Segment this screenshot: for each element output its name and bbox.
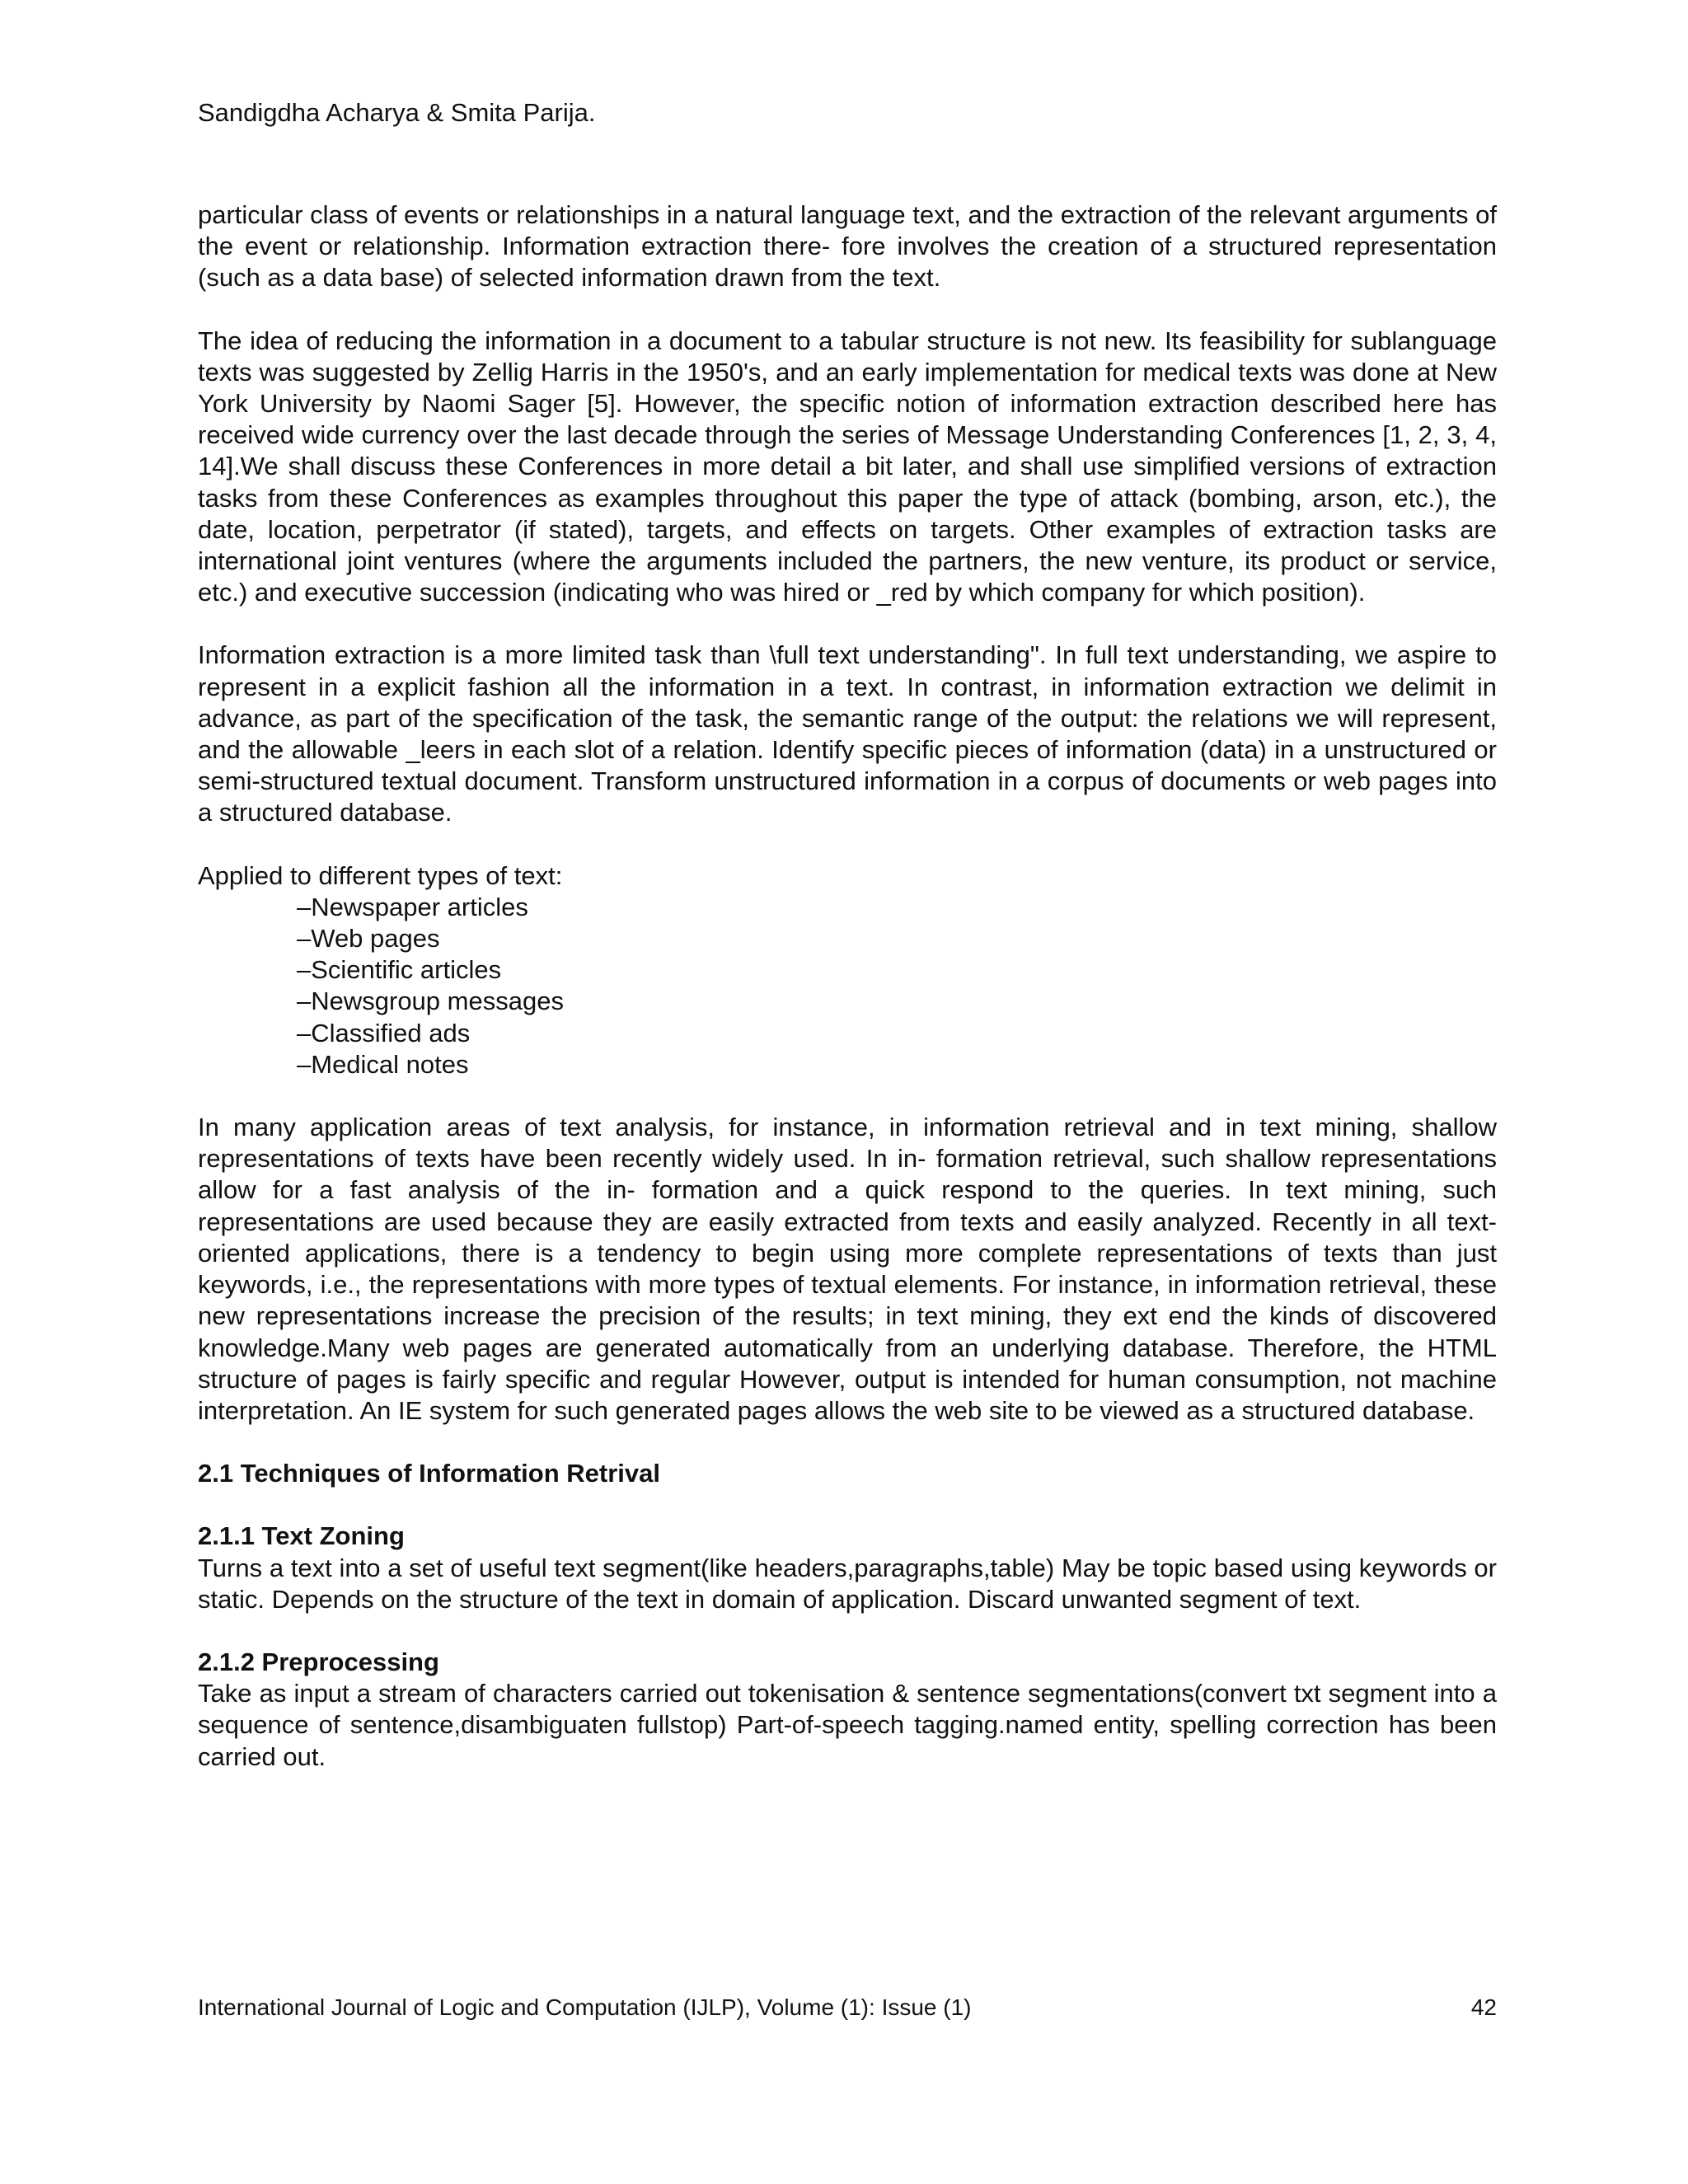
list-item: –Newspaper articles	[297, 892, 528, 921]
section-heading: 2.1 Techniques of Information Retrival	[198, 1459, 660, 1488]
list-item: –Web pages	[297, 924, 440, 954]
subsection-heading-text-zoning: 2.1.1 Text Zoning	[198, 1521, 405, 1551]
list-item: –Scientific articles	[297, 955, 502, 985]
paragraph-limited-task: Information extraction is a more limited task than \full text understanding". In full text understanding, we aspire to represent in a explicit fashion all the information in a text. In contrast, in information extraction we delimit in advance, as part of the specification of the task, the semantic range of the output: the relations we will represent, and the allowable _leers in each slot of a relation. Identify specific pieces of information (data) in a unstructured or semi-structured textual document. Transform unstructured information in a corpus of documents or web pages into a structured database.	[198, 640, 1497, 827]
paragraph-ie-definition: particular class of events or relationships in a natural language text, and the extraction of the relevant arguments of the event or relationship. Information extraction there- fore involves the creation of a structured representation (such as a data base) of selected information drawn from the text.	[198, 200, 1497, 293]
paragraph-history: The idea of reducing the information in a document to a tabular structure is not new. Its feasibility for sublanguage texts was suggested by Zellig Harris in the 1950's, and an early implementation for medical texts was done at New York University by Naomi Sager [5]. However, the specific notion of information extraction described here has received wide currency over the last decade through the series of Message Understanding Conferences [1, 2, 3, 4, 14].We shall discuss these Conferences in more detail a bit later, and shall use simplified versions of extraction tasks from these Conferences as examples throughout this paper the type of attack (bombing, arson, etc.), the date, location, perpetrator (if stated), targets, and effects on targets. Other examples of extraction tasks are international joint ventures (where the arguments included the partners, the new venture, its product or service, etc.) and executive succession (indicating who was hired or _red by which company for which position).	[198, 326, 1497, 607]
paragraph-shallow-representations: In many application areas of text analysis, for instance, in information retrieval and in text mining, shallow representations of texts have been recently widely used. In in- formation retrieval, such shallow representations allow for a fast analysis of the in- formation and a quick respond to the queries. In text mining, such representations are used because they are easily extracted from texts and easily analyzed. Recently in all text-oriented applications, there is a tendency to begin using more complete representations of texts than just keywords, i.e., the representations with more types of textual elements. For instance, in information retrieval, these new representations increase the precision of the results; in text mining, they ext end the kinds of discovered knowledge.Many web pages are generated automatically from an underlying database. Therefore, the HTML structure of pages is fairly specific and regular However, output is intended for human consumption, not machine interpretation. An IE system for such generated pages allows the web site to be viewed as a structured database.	[198, 1113, 1497, 1425]
list-item: –Newsgroup messages	[297, 987, 564, 1016]
list-item: –Medical notes	[297, 1049, 469, 1079]
article-body	[198, 199, 1497, 1804]
paragraph-text-zoning: Turns a text into a set of useful text segment(like headers,paragraphs,table) May be topic based using keywords or static. Depends on the structure of the text in domain of application. Discard unwanted segment of text.	[198, 1553, 1497, 1614]
running-head-authors: Sandigdha Acharya & Smita Parija.	[198, 98, 596, 127]
applications-intro: Applied to different types of text:	[198, 860, 563, 890]
page-footer	[198, 1993, 1497, 2022]
paragraph-preprocessing: Take as input a stream of characters carried out tokenisation & sentence segmentations(convert txt segment into a sequence of sentence,disambiguaten fullstop) Part-of-speech tagging.named entity, spelling correction has been carried out.	[198, 1679, 1497, 1771]
page-number: 42	[1470, 1994, 1497, 2020]
applications-list	[198, 892, 1497, 1080]
list-item: –Classified ads	[297, 1018, 471, 1047]
footer-journal: International Journal of Logic and Computation (IJLP), Volume (1): Issue (1)	[198, 1994, 972, 2020]
subsection-heading-preprocessing: 2.1.2 Preprocessing	[198, 1647, 439, 1676]
